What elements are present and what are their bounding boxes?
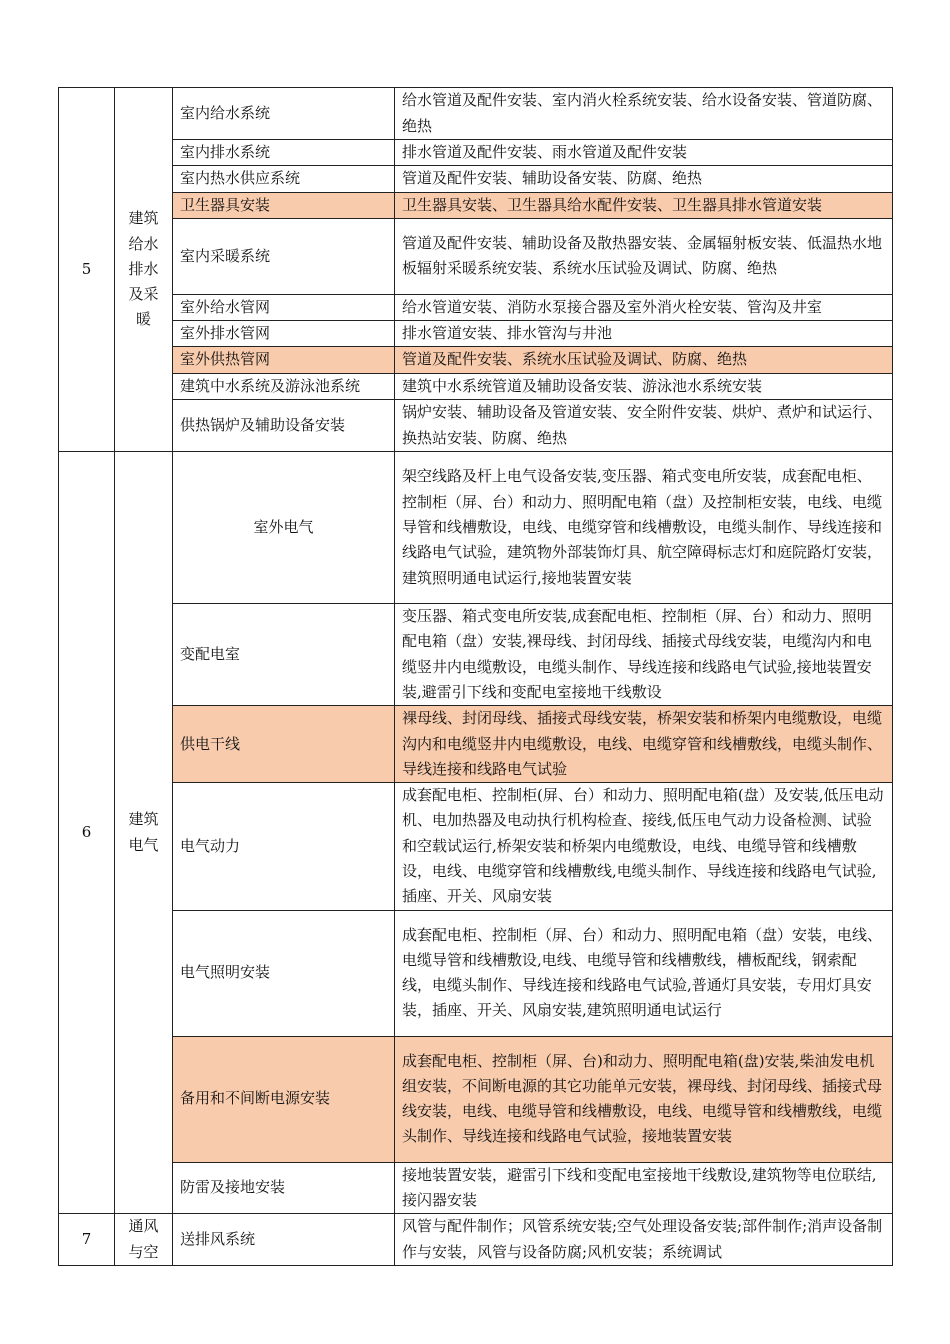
- subitem-name: 变配电室: [173, 604, 395, 706]
- table-row: [59, 1214, 893, 1266]
- subitem-content: 架空线路及杆上电气设备安装,变压器、箱式变电所安装，成套配电柜、控制柜（屏、台）和动力、照明配电箱（盘）及控制柜安装，电线、电缆导管和线槽敷设，电线、电缆穿管和线槽敷设，电缆头制作、导线连接和线路电气试验，建筑物外部装饰灯具、航空障碍标志灯和庭院路灯安装，建筑照明通电试运行,接地装置安装: [395, 452, 893, 604]
- subitem-name: 防雷及接地安装: [173, 1162, 395, 1214]
- table-row: [59, 192, 893, 218]
- subitem-content: 变压器、箱式变电所安装,成套配电柜、控制柜（屏、台）和动力、照明配电箱（盘）安装,裸母线、封闭母线、插接式母线安装，电缆沟内和电缆竖井内电缆敷设，电缆头制作、导线连接和线路电气试验,接地装置安装,避雷引下线和变配电室接地干线敷设: [395, 604, 893, 706]
- subitem-content: 成套配电柜、控制柜（屏、台)和动力、照明配电箱(盘)安装,柴油发电机组安装，不间断电源的其它功能单元安装，裸母线、封闭母线、插接式母线安装，电线、电缆导管和线槽敷设，电线、电缆导管和线槽敷线，电缆头制作、导线连接和线路电气试验，接地装置安装: [395, 1036, 893, 1162]
- table-row: [59, 88, 893, 140]
- subitem-name: 室外供热管网: [173, 347, 395, 373]
- subitem-name: 电气动力: [173, 783, 395, 910]
- subitem-name: 室内给水系统: [173, 88, 395, 140]
- subitem-content: 管道及配件安装、系统水压试验及调试、防腐、绝热: [395, 347, 893, 373]
- group-number: 7: [59, 1214, 115, 1266]
- table-row: [59, 604, 893, 706]
- table-row: [59, 218, 893, 294]
- subitem-name: 建筑中水系统及游泳池系统: [173, 373, 395, 399]
- subitem-name: 电气照明安装: [173, 910, 395, 1036]
- table-row: [59, 294, 893, 320]
- table-row: [59, 321, 893, 347]
- table-row: [59, 783, 893, 910]
- subitem-name: 室外给水管网: [173, 294, 395, 320]
- group-category: 通风与空: [115, 1214, 173, 1266]
- subitem-content: 管道及配件安装、辅助设备及散热器安装、金属辐射板安装、低温热水地板辐射采暖系统安装、系统水压试验及调试、防腐、绝热: [395, 218, 893, 294]
- table-row: [59, 400, 893, 452]
- table-row: [59, 166, 893, 192]
- table-row: [59, 347, 893, 373]
- subitem-name: 送排风系统: [173, 1214, 395, 1266]
- subitem-name: 室内热水供应系统: [173, 166, 395, 192]
- subitem-content: 给水管道及配件安装、室内消火栓系统安装、给水设备安装、管道防腐、绝热: [395, 88, 893, 140]
- table-row: [59, 1162, 893, 1214]
- table-row: [59, 452, 893, 604]
- group-number: 6: [59, 452, 115, 1214]
- subitem-name: 室外电气: [173, 452, 395, 604]
- subitem-content: 成套配电柜、控制柜(屏、台）和动力、照明配电箱(盘）及安装,低压电动机、电加热器及电动执行机构检查、接线,低压电气动力设备检测、试验和空载试运行,桥架安装和桥架内电缆敷设，电线、电缆导管和线槽敷设，电线、电缆穿管和线槽敷线,电缆头制作、导线连接和线路电气试验,插座、开关、风扇安装: [395, 783, 893, 910]
- table-row: [59, 1036, 893, 1162]
- subitem-content: 成套配电柜、控制柜（屏、台）和动力、照明配电箱（盘）安装，电线、电缆导管和线槽敷设,电线、电缆导管和线槽敷线，槽板配线，钢索配线，电缆头制作、导线连接和线路电气试验,普通灯具安装，专用灯具安装，插座、开关、风扇安装,建筑照明通电试运行: [395, 910, 893, 1036]
- subitem-name: 卫生器具安装: [173, 192, 395, 218]
- subitem-content: 管道及配件安装、辅助设备安装、防腐、绝热: [395, 166, 893, 192]
- table-row: [59, 140, 893, 166]
- subitem-content: 卫生器具安装、卫生器具给水配件安装、卫生器具排水管道安装: [395, 192, 893, 218]
- subitem-content: 排水管道及配件安装、雨水管道及配件安装: [395, 140, 893, 166]
- subitem-name: 供热锅炉及辅助设备安装: [173, 400, 395, 452]
- subitem-content: 接地装置安装，避雷引下线和变配电室接地干线敷设,建筑物等电位联结,接闪器安装: [395, 1162, 893, 1214]
- subitem-content: 裸母线、封闭母线、插接式母线安装，桥架安装和桥架内电缆敷设，电缆沟内和电缆竖井内电缆敷设，电线、电缆穿管和线槽敷线，电缆头制作、导线连接和线路电气试验: [395, 706, 893, 783]
- subitem-content: 锅炉安装、辅助设备及管道安装、安全附件安装、烘炉、煮炉和试运行、换热站安装、防腐、绝热: [395, 400, 893, 452]
- subitem-content: 排水管道安装、排水管沟与井池: [395, 321, 893, 347]
- specification-table: [58, 87, 893, 1266]
- group-category: 建筑给水排水及采暖: [115, 88, 173, 452]
- subitem-name: 供电干线: [173, 706, 395, 783]
- subitem-name: 室内排水系统: [173, 140, 395, 166]
- subitem-name: 室外排水管网: [173, 321, 395, 347]
- group-number: 5: [59, 88, 115, 452]
- subitem-content: 建筑中水系统管道及辅助设备安装、游泳池水系统安装: [395, 373, 893, 399]
- subitem-content: 风管与配件制作；风管系统安装;空气处理设备安装;部件制作;消声设备制作与安装，风管与设备防腐;风机安装；系统调试: [395, 1214, 893, 1266]
- group-category: 建筑电气: [115, 452, 173, 1214]
- table-body: [59, 88, 893, 1266]
- subitem-content: 给水管道安装、消防水泵接合器及室外消火栓安装、管沟及井室: [395, 294, 893, 320]
- subitem-name: 备用和不间断电源安装: [173, 1036, 395, 1162]
- table-row: [59, 910, 893, 1036]
- table-row: [59, 373, 893, 399]
- subitem-name: 室内采暖系统: [173, 218, 395, 294]
- table-row: [59, 706, 893, 783]
